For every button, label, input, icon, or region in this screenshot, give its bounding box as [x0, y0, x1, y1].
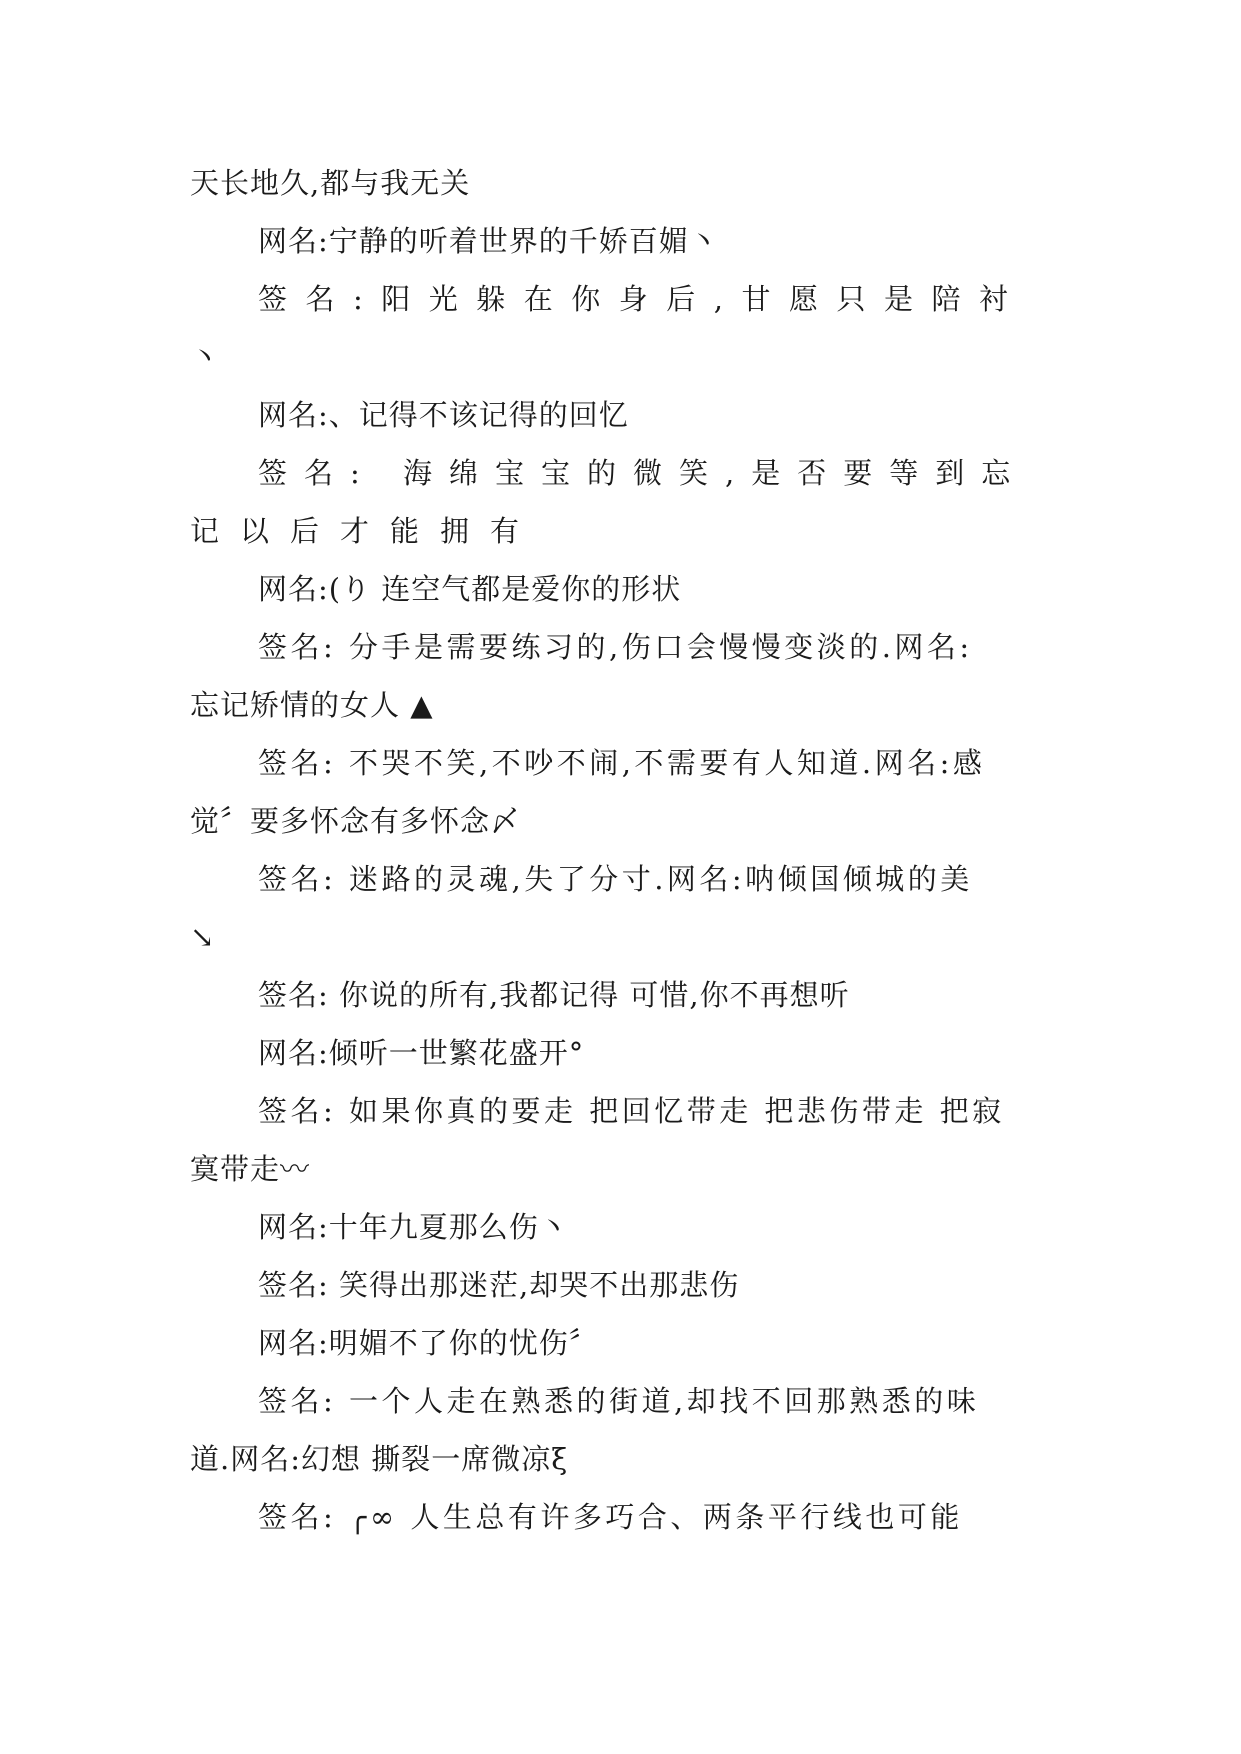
text-line: 网名:十年九夏那么伤丶 — [258, 1210, 569, 1244]
text-line: ↘ — [190, 920, 216, 954]
text-line: 签名: 笑得出那迷茫,却哭不出那悲伤 — [258, 1268, 740, 1302]
text-line: 道.网名:幻想 撕裂一席微凉ξ — [190, 1442, 569, 1476]
text-line: 签名:阳光躲在你身后,甘愿只是陪衬 — [258, 282, 1027, 316]
text-line: 网名:宁静的听着世界的千娇百媚丶 — [258, 224, 719, 258]
text-line: 记以后才能拥有 — [190, 514, 541, 548]
text-line: 签名: 海绵宝宝的微笑,是否要等到忘 — [258, 456, 1028, 490]
text-line: 忘记矫情的女人 ▲ — [190, 688, 434, 722]
text-line: 网名:明媚不了你的忧伤〞 — [258, 1326, 599, 1360]
text-line: 签名: 一个人走在熟悉的街道,却找不回那熟悉的味 — [258, 1384, 980, 1418]
text-line: 寞带走〰 — [190, 1152, 311, 1186]
text-line: 签名: ╭∞ 人生总有许多巧合、两条平行线也可能 — [258, 1500, 963, 1534]
text-line: 签名: 迷路的灵魂,失了分寸.网名:呐倾国倾城的美 — [258, 862, 973, 896]
text-line: 签名: 不哭不笑,不吵不闹,不需要有人知道.网名:感 — [258, 746, 986, 780]
text-line: 丶 — [190, 340, 221, 374]
document-body — [190, 154, 1048, 1546]
text-line: 签名: 分手是需要练习的,伤口会慢慢变淡的.网名: — [258, 630, 973, 664]
text-line: 签名: 你说的所有,我都记得 可惜,你不再想听 — [258, 978, 850, 1012]
text-line: 网名:、记得不该记得的回忆 — [258, 398, 629, 432]
text-line: 网名:(り 连空气都是爱你的形状 — [258, 572, 682, 606]
text-line: 天长地久,都与我无关 — [190, 166, 471, 200]
text-line: 签名: 如果你真的要走 把回忆带走 把悲伤带走 把寂 — [258, 1094, 1005, 1128]
text-line: 网名:倾听一世繁花盛开° — [258, 1036, 585, 1070]
text-line: 觉〞要多怀念有多怀念〆 — [190, 804, 521, 838]
